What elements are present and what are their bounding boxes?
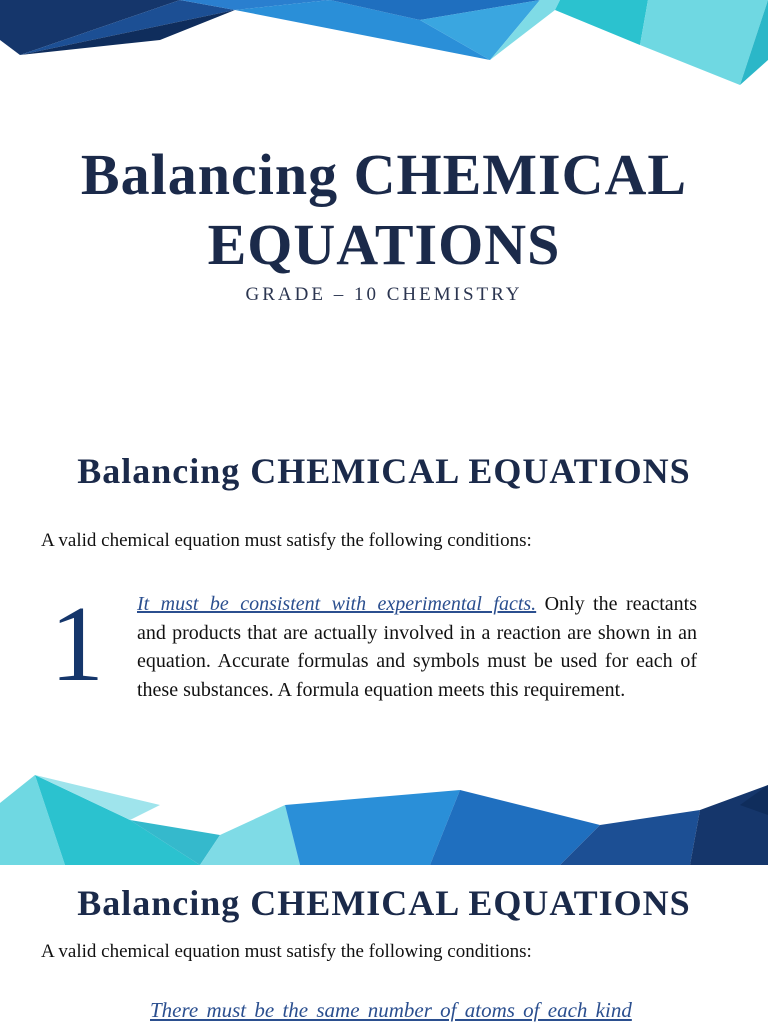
intro-text-2: A valid chemical equation must satisfy the following conditions: — [41, 941, 532, 962]
section-heading: Balancing CHEMICAL EQUATIONS — [77, 451, 691, 491]
condition-2-emphasis-link[interactable]: There must be the same number of atoms of each kind — [150, 998, 632, 1022]
condition-body — [137, 590, 697, 704]
intro-text: A valid chemical equation must satisfy the following conditions: — [41, 530, 532, 551]
title-line-1: Balancing CHEMICAL — [80, 142, 688, 207]
condition-text: Only the reactants and products that are actually involved in a reaction are shown in an equation. Accurate formulas and symbols must be used for each of these substances. A formula equation meets this requirement. — [137, 593, 698, 701]
section-heading-2: Balancing CHEMICAL EQUATIONS — [77, 883, 691, 923]
condition-emphasis-link[interactable]: It must be consistent with experimental facts. — [137, 593, 537, 615]
page-title — [0, 140, 768, 280]
title-line-2: EQUATIONS — [207, 212, 561, 277]
condition-number: 1 — [50, 585, 104, 704]
top-polygon-banner — [0, 0, 768, 90]
subtitle: GRADE – 10 CHEMISTRY — [245, 284, 523, 305]
bottom-polygon-banner — [0, 775, 768, 865]
